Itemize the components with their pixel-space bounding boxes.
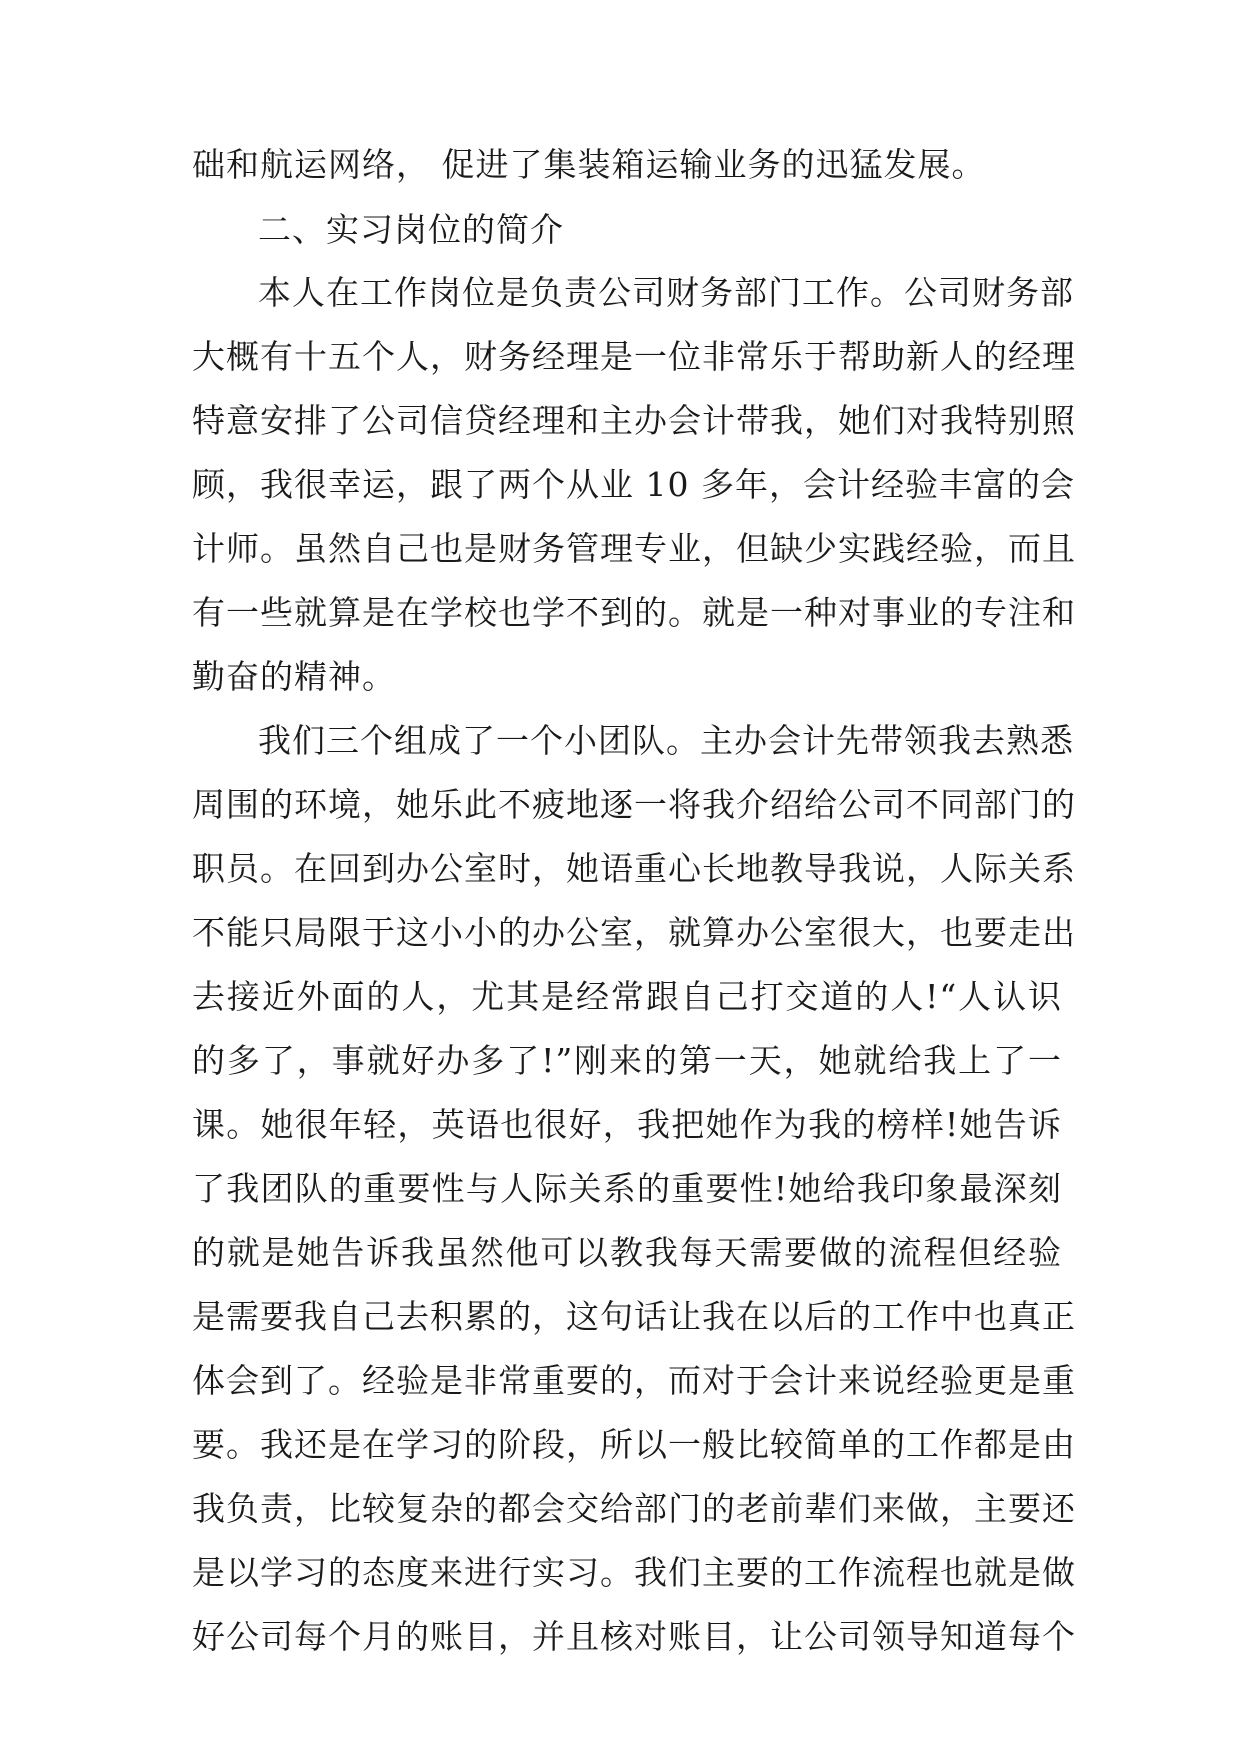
text-line-17: 了我团队的重要性与人际关系的重要性!她给我印象最深刻	[192, 1169, 1062, 1208]
text-line-21: 要。我还是在学习的阶段，所以一般比较简单的工作都是由	[192, 1425, 1076, 1464]
text-line-5: 特意安排了公司信贷经理和主办会计带我，她们对我特别照	[192, 401, 1076, 440]
text-line-14: 去接近外面的人，尤其是经常跟自己打交道的人!“人认识	[192, 977, 1062, 1016]
text-line-6: 顾，我很幸运，跟了两个从业 10 多年，会计经验丰富的会	[192, 465, 1075, 504]
text-line-19: 是需要我自己去积累的，这句话让我在以后的工作中也真正	[192, 1297, 1076, 1336]
text-line-8: 有一些就算是在学校也学不到的。就是一种对事业的专注和	[192, 593, 1076, 632]
text-line-22: 我负责，比较复杂的都会交给部门的老前辈们来做，主要还	[192, 1489, 1076, 1528]
text-line-11: 周围的环境，她乐此不疲地逐一将我介绍给公司不同部门的	[192, 785, 1076, 824]
text-line-4: 大概有十五个人，财务经理是一位非常乐于帮助新人的经理	[192, 337, 1076, 376]
text-line-13: 不能只局限于这小小的办公室，就算办公室很大，也要走出	[192, 913, 1076, 952]
text-line-16: 课。她很年轻，英语也很好，我把她作为我的榜样!她告诉	[192, 1105, 1062, 1144]
text-line-1: 础和航运网络， 促进了集装箱运输业务的迅猛发展。	[192, 145, 986, 184]
text-line-9: 勤奋的精神。	[192, 657, 396, 696]
text-line-12: 职员。在回到办公室时，她语重心长地教导我说，人际关系	[192, 849, 1076, 888]
section-heading: 二、实习岗位的简介	[258, 210, 564, 249]
text-line-7: 计师。虽然自己也是财务管理专业，但缺少实践经验，而且	[192, 529, 1076, 568]
text-line-15: 的多了，事就好办多了!”刚来的第一天，她就给我上了一	[192, 1041, 1062, 1080]
text-line-20: 体会到了。经验是非常重要的，而对于会计来说经验更是重	[192, 1361, 1076, 1400]
text-line-18: 的就是她告诉我虽然他可以教我每天需要做的流程但经验	[192, 1233, 1062, 1272]
text-line-10: 我们三个组成了一个小团队。主办会计先带领我去熟悉	[258, 721, 1074, 760]
text-line-23: 是以学习的态度来进行实习。我们主要的工作流程也就是做	[192, 1553, 1076, 1592]
text-line-24: 好公司每个月的账目，并且核对账目，让公司领导知道每个	[192, 1617, 1076, 1656]
text-line-3: 本人在工作岗位是负责公司财务部门工作。公司财务部	[258, 273, 1074, 312]
